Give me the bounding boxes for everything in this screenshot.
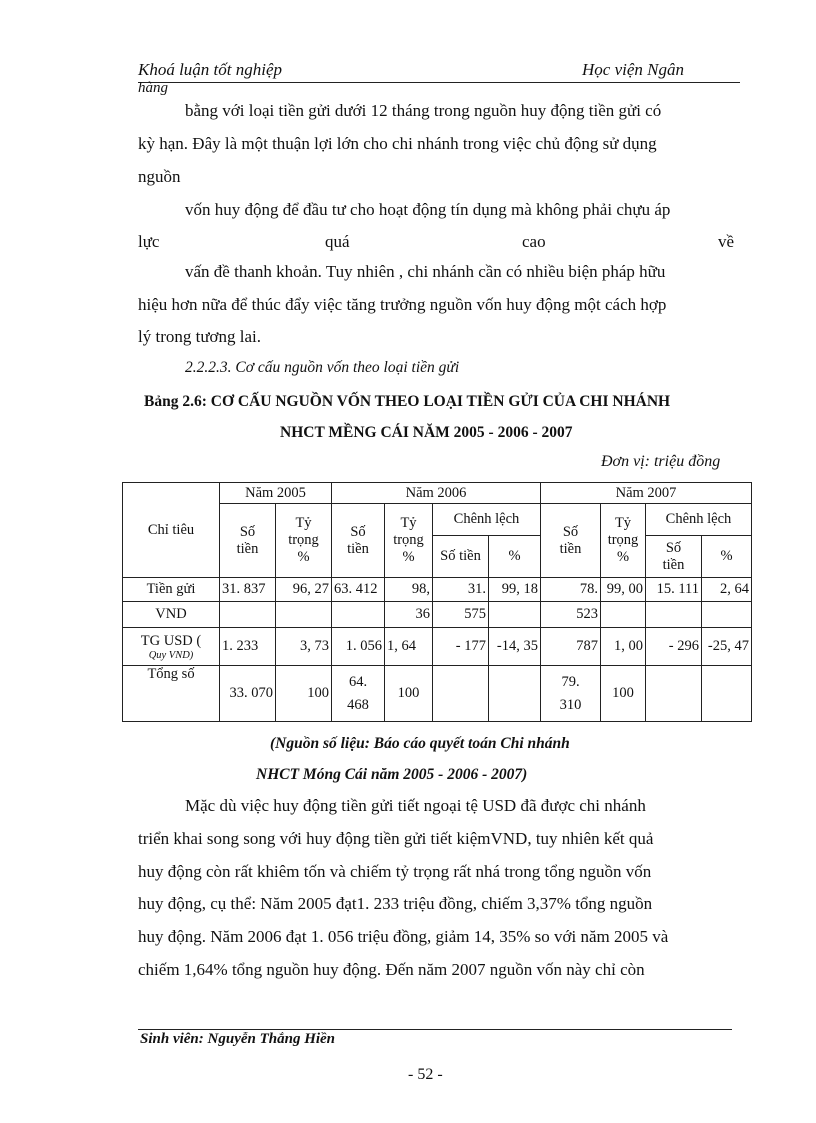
header-2005: Năm 2005 [220,483,332,504]
cell: 98, [385,578,433,602]
row-label-main: TG USD ( [140,632,202,649]
cell [646,602,702,628]
table-caption-line2: NHCT MỀNG CÁI NĂM 2005 - 2006 - 2007 [280,424,573,441]
cell: - 177 [433,628,489,666]
cell: 100 [276,666,332,722]
header-tien: tiền [347,540,369,557]
header-pct: % [616,549,630,565]
header-2006-tytrong [385,504,433,578]
cell: 31. [433,578,489,602]
para1-line2: kỳ hạn. Đây là một thuận lợi lớn cho chi nhánh trong việc chủ động sử dụng [138,134,657,153]
header-pct: % [402,549,415,565]
header-2007: Năm 2007 [541,483,752,504]
cell: 96, 27 [276,578,332,602]
header-2005-sotien [220,504,276,578]
para2-line6: chiếm 1,64% tổng nguồn huy động. Đến năm 2007 nguồn vốn này chỉ còn [138,960,645,979]
table-caption-title: CƠ CẤU NGUỒN VỐN THEO LOẠI TIỀN GỬI CỦA CHI NHÁNH [206,393,671,410]
cell-part: 79. [561,673,580,690]
para1-line3: nguồn [138,167,181,186]
cell [489,666,541,722]
para1-line5-w1: lực [138,232,160,251]
cell: 78. [541,578,601,602]
header-ty: Tỷ [400,515,417,531]
cell: -14, 35 [489,628,541,666]
cell: 31. 837 [220,578,276,602]
table-row [123,666,752,722]
row-label-sub: Quy VND) [148,649,194,661]
cell: 575 [433,602,489,628]
cell: 63. 412 [332,578,385,602]
header-2007-cl-sotien [646,536,702,578]
row-label [123,628,220,666]
cell [332,666,385,722]
para2-line5: huy động. Năm 2006 đạt 1. 056 triệu đồng, giảm 14, 35% so với năm 2005 và [138,927,669,946]
para2-line2: triển khai song song với huy động tiền gửi tiết kiệmVND, tuy nhiên kết quả [138,829,654,848]
header-2006-chenhlech: Chênh lệch [433,504,541,536]
source-line1: (Nguồn số liệu: Báo cáo quyết toán Chi nhánh [270,735,570,752]
para1-line1: bằng với loại tiền gửi dưới 12 tháng trong nguồn huy động tiền gửi có [185,101,662,120]
source-line2: NHCT Móng Cái năm 2005 - 2006 - 2007) [256,766,528,783]
table-caption-line1 [144,393,670,411]
header-ty: Tỷ [614,515,632,531]
header-2006-cl-sotien: Số tiền [433,536,489,578]
header-chitieu: Chỉ tiêu [123,483,220,578]
unit-label: Đơn vị: triệu đồng [601,453,721,470]
para1-line5-w3: cao [522,232,546,251]
row-label: Tổng số [123,666,220,722]
header-so: Số [239,523,256,540]
cell [433,666,489,722]
cell-part: 468 [347,696,369,713]
header-2006: Năm 2006 [332,483,541,504]
header-trong: trọng [393,532,424,548]
cell [276,602,332,628]
cell: 99, 18 [489,578,541,602]
para1-line7: hiệu hơn nữa để thúc đẩy việc tăng trưởng nguồn vốn huy động một cách hợp [138,295,667,314]
header-2007-sotien [541,504,601,578]
cell-part: 64. [348,673,368,690]
cell: 36 [385,602,433,628]
data-table [122,482,752,722]
para1-line5-w4: về [718,232,735,251]
header-left: Khoá luận tốt nghiệp [138,60,283,79]
para2-line1: Mặc dù việc huy động tiền gửi tiết ngoại tệ USD đã được chi nhánh [185,796,646,815]
row-label: VND [123,602,220,628]
para1-line4: vốn huy động để đầu tư cho hoạt động tín dụng mà không phải chựu áp [185,200,671,219]
header-tien: tiền [236,540,259,557]
cell [220,602,276,628]
cell [702,666,752,722]
table-row [123,578,752,602]
para1-line6: vấn đề thanh khoản. Tuy nhiên , chi nhánh cần có nhiều biện pháp hữu [185,262,666,281]
cell: 2, 64 [702,578,752,602]
para2-line3: huy động còn rất khiêm tốn và chiếm tỷ trọng rất nhá trong tổng nguồn vốn [138,862,652,881]
header-2007-chenhlech: Chênh lệch [646,504,752,536]
header-so: Số [562,523,579,540]
header-right: Học viện Ngân [582,60,684,79]
header-trong: trọng [288,532,319,548]
header-2005-tytrong [276,504,332,578]
cell: 1. 056 [332,628,385,666]
header-tien: tiền [559,540,582,557]
table-header-row-1 [123,483,752,504]
header-pct: % [297,549,310,565]
cell [489,602,541,628]
cell: 3, 73 [276,628,332,666]
section-heading: 2.2.2.3. Cơ cấu nguồn vốn theo loại tiền gửi [185,359,460,376]
header-trong: trọng [607,532,639,548]
table-row [123,602,752,628]
cell [601,602,646,628]
footer-rule [138,1029,732,1030]
header-2007-tytrong [601,504,646,578]
header-wrap: hàng [138,80,168,96]
cell: 99, 00 [601,578,646,602]
cell: 15. 111 [646,578,702,602]
header-ty: Tỷ [295,515,312,531]
cell [646,666,702,722]
cell: 1, 00 [601,628,646,666]
cell: 1, 64 [385,628,433,666]
cell-part: 310 [559,696,582,713]
cell: 33. 070 [220,666,276,722]
table-caption-label: Bảng 2.6: [144,393,207,410]
cell [332,602,385,628]
cell: 1. 233 [220,628,276,666]
cell: 787 [541,628,601,666]
header-so: Số [665,539,682,556]
header-so: Số [350,523,366,540]
cell [702,602,752,628]
page-number: - 52 - [408,1066,443,1083]
header-2006-sotien [332,504,385,578]
cell: 523 [541,602,601,628]
cell: -25, 47 [702,628,752,666]
para1-line8: lý trong tương lai. [138,327,262,346]
para2-line4: huy động, cụ thể: Năm 2005 đạt1. 233 triệu đồng, chiếm 3,37% tổng nguồn [138,894,653,913]
cell: 100 [385,666,433,722]
cell: - 296 [646,628,702,666]
footer-student: Sinh viên: Nguyễn Thắng Hiền [140,1031,336,1047]
header-tien: tiền [662,556,685,573]
cell: 100 [601,666,646,722]
header-rule [138,82,740,83]
row-label: Tiền gửi [123,578,220,602]
para1-line5-w2: quá [325,232,350,251]
header-2007-cl-pct: % [702,536,752,578]
cell [541,666,601,722]
header-2006-cl-pct: % [489,536,541,578]
table-row [123,628,752,666]
